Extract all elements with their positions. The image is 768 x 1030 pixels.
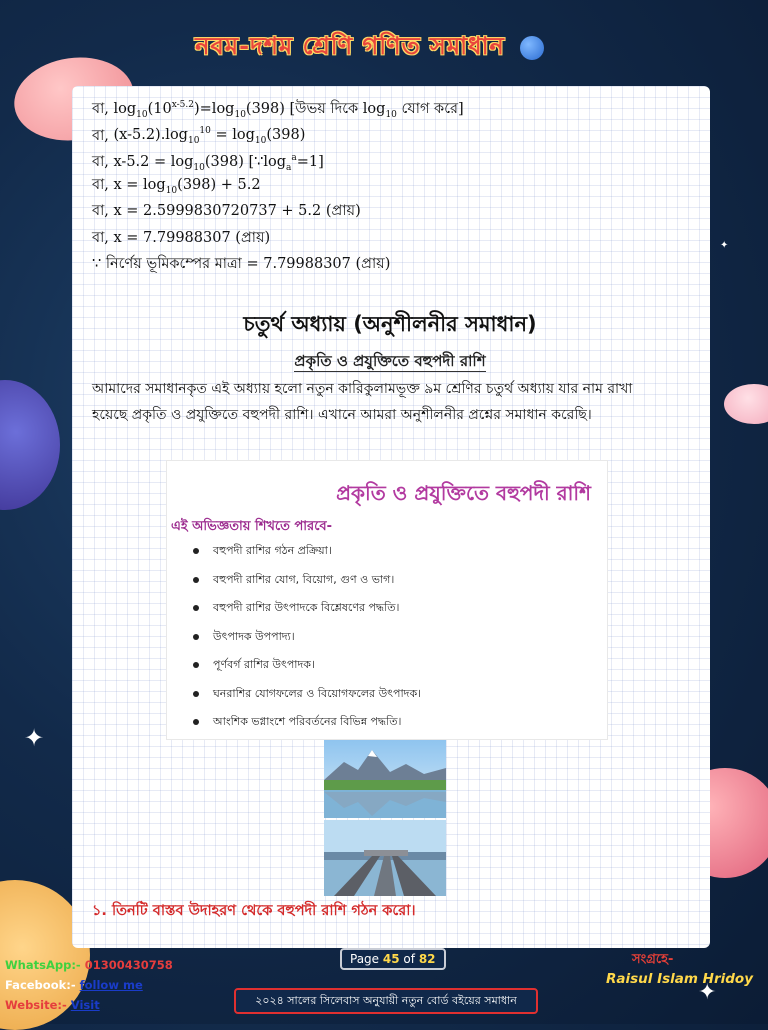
chapter-title: চতুর্থ অধ্যায় (অনুশীলনীর সমাধান) [243, 312, 537, 336]
equation-body: নির্ণেয় ভূমিকম্পের মাত্রা = 7.79988307 (প্রায়) [105, 256, 391, 272]
bullet-icon [193, 605, 199, 611]
equation-prefix: বা, [92, 100, 114, 117]
learning-objectives-list [193, 537, 421, 737]
learning-objective-item [193, 708, 421, 737]
equation-line [92, 251, 464, 278]
equation-prefix: বা, [92, 229, 114, 246]
equation-line [92, 119, 464, 146]
equation-prefix: ∵ [92, 256, 106, 272]
learning-objective-item [193, 566, 421, 595]
learning-objective-text: ঘনরাশির যোগফলের ও বিয়োগফলের উৎপাদক। [213, 686, 422, 700]
mountain-lake-photo [324, 740, 446, 818]
website-link[interactable]: Visit [70, 998, 100, 1012]
page-header-title: নবম-দশম শ্রেণি গণিত সমাধান [195, 31, 505, 60]
equation-body: $x = \log_{10}(398) + 5.2$ [113, 176, 261, 196]
page-total: 82 [418, 952, 436, 966]
equation-line [92, 145, 464, 172]
syllabus-banner: ২০২৪ সালের সিলেবাস অনুযায়ী নতুন বোর্ড বইয়ের সমাধান [234, 988, 538, 1014]
website-label: Website:- [5, 998, 67, 1012]
textbook-excerpt [166, 460, 608, 740]
star-icon: ✦ [24, 724, 45, 752]
equation-body: $x-5.2 = \log_{10}(398)$ $[\because\log_a^a=1]$ [113, 153, 324, 173]
equation-line [92, 172, 464, 199]
facebook-link[interactable]: follow me [79, 978, 143, 992]
learning-objective-text: আংশিক ভগ্নাংশে পরিবর্তনের বিভিন্ন পদ্ধতি। [213, 715, 402, 728]
equation-body: $\log_{10}(10^{x-5.2})=\log_{10}(398)$ [উভয় দিকে $\log_{10}$ যোগ করে] [113, 100, 464, 120]
star-icon: ✦ [698, 980, 717, 1005]
bullet-icon [193, 719, 199, 725]
equation-list [92, 92, 464, 278]
equation-line [92, 198, 464, 225]
equation-body: x = 7.79988307 (প্রায়) [113, 229, 271, 246]
exercise-question-1: ১. তিনটি বাস্তব উদাহরণ থেকে বহুপদী রাশি গঠন করো। [92, 903, 416, 919]
learning-objective-text: বহুপদী রাশির গঠন প্রক্রিয়া। [213, 544, 332, 557]
page-of: of [403, 952, 415, 966]
equation-line [92, 225, 464, 252]
whatsapp-number[interactable]: 01300430758 [84, 958, 173, 972]
equation-prefix: বা, [92, 127, 114, 144]
bullet-icon [193, 634, 199, 640]
bullet-icon [193, 691, 199, 697]
learning-objective-text: বহুপদী রাশির উৎপাদকে বিশ্লেষণের পদ্ধতি। [213, 601, 400, 614]
bullet-icon [193, 577, 199, 583]
equation-line [92, 92, 464, 119]
equation-body: x = 2.5999830720737 + 5.2 (প্রায়) [113, 203, 361, 219]
equation-prefix: বা, [92, 153, 114, 170]
contact-info [5, 955, 173, 1015]
compiled-by-label: সংগ্রহে- [632, 952, 674, 967]
equation-prefix: বা, [92, 176, 114, 193]
learning-objective-item [193, 594, 421, 623]
facebook-label: Facebook:- [5, 978, 76, 992]
highway-bridge-photo [324, 820, 446, 896]
page-prefix: Page [350, 952, 380, 966]
bullet-icon [193, 662, 199, 668]
textbook-title: প্রকৃতি ও প্রযুক্তিতে বহুপদী রাশি [336, 481, 591, 505]
whatsapp-label: WhatsApp:- [5, 958, 81, 972]
chapter-subtitle: প্রকৃতি ও প্রযুক্তিতে বহুপদী রাশি [294, 352, 486, 370]
page-current: 45 [382, 952, 400, 966]
learning-heading: এই অভিজ্ঞতায় শিখতে পারবে- [171, 519, 333, 534]
learning-objective-item [193, 623, 421, 652]
author-name: Raisul Islam Hridoy [606, 971, 753, 987]
equation-body: $(x-5.2).\log_{10}^{10} = \log_{10}(398)$ [113, 126, 306, 147]
equation-prefix: বা, [92, 203, 114, 219]
bullet-icon [193, 548, 199, 554]
chapter-intro-paragraph: আমাদের সমাধানকৃত এই অধ্যায় হলো নতুন কারিকুলামভূক্ত ৯ম শ্রেণির চতুর্থ অধ্যায় যার নাম রাখা হয়েছে প্রকৃতি ও প্রযুক্তিতে বহুপদী রাশি। এখানে আমরা অনুশীলনীর প্রশ্নের সমাধান করেছি। [92, 381, 633, 423]
learning-objective-item [193, 537, 421, 566]
learning-objective-item [193, 651, 421, 680]
learning-objective-text: বহুপদী রাশির যোগ, বিয়োগ, গুণ ও ভাগ। [213, 572, 395, 586]
page-indicator [340, 948, 446, 970]
learning-objective-item [193, 680, 421, 709]
planet-purple-left [0, 380, 60, 510]
star-icon: ✦ [720, 240, 729, 251]
learning-objective-text: উৎপাদক উপপাদ্য। [213, 629, 295, 643]
learning-objective-text: পূর্ণবর্গ রাশির উৎপাদক। [213, 658, 315, 671]
planet-pink-right [724, 384, 768, 424]
